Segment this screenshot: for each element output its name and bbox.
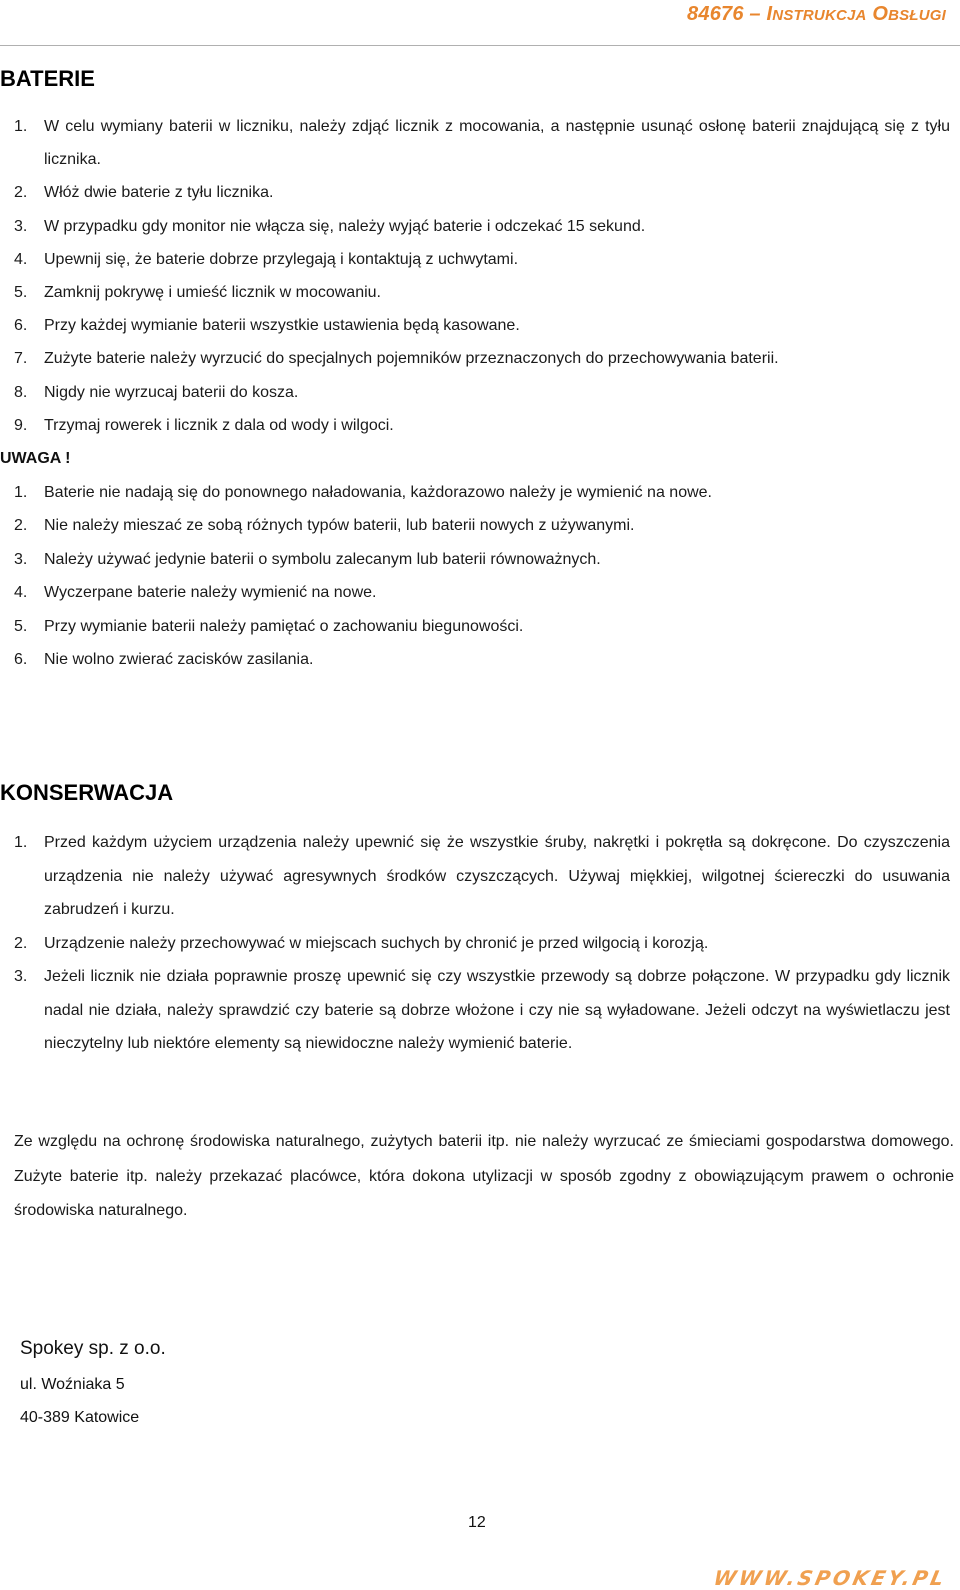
header-word2-rest: BSŁUGI [888,7,946,24]
uwaga-item [0,576,950,609]
baterie-list [0,110,950,442]
konserwacja-item [0,960,950,1061]
list-item-number: 9. [14,416,28,434]
list-item-text: Należy używać jedynie baterii o symbolu zalecanym lub baterii równoważnych. [44,550,601,568]
uwaga-list [0,476,950,676]
list-item-text: Upewnij się, że baterie dobrze przylegają i kontaktują z uchwytami. [44,250,519,268]
list-item-number: 6. [14,651,28,669]
environment-note: Ze względu na ochronę środowiska naturalnego, zużytych baterii itp. nie należy wyrzucać ze śmieciami gospodarstwa domowego. Zużyte baterie itp. należy przekazać placówce, która dokona utylizacji w sposób zgodny z obowiązującym prawem o ochronie środowiska naturalnego. [14,1133,954,1219]
list-item-number: 7. [14,350,28,368]
list-item-number: 3. [14,550,28,568]
page-number: 12 [468,1514,486,1531]
document-header [687,3,946,26]
list-item-text: Trzymaj rowerek i licznik z dala od wody i wilgoci. [44,416,394,434]
list-item-text: Przy wymianie baterii należy pamiętać o zachowaniu biegunowości. [44,617,524,635]
konserwacja-item [0,927,950,961]
header-rule [0,45,960,46]
header-word1-initial: I [766,3,773,25]
address-city: 40-389 Katowice [20,1409,140,1426]
list-item-number: 4. [14,584,28,602]
list-item-number: 3. [14,968,28,985]
header-word2-initial: O [872,3,889,25]
address-company: Spokey sp. z o.o. [20,1338,166,1359]
baterie-item [0,309,950,342]
baterie-item [0,409,950,442]
list-item-text: Jeżeli licznik nie działa poprawnie proszę upewnić się czy wszystkie przewody są dobrze połączone. W przypadku gdy licznik nadal nie działa, należy sprawdzić czy baterie są dobrze włożone i czy nie są wyładowane. Jeżeli odczyt na wyświetlaczu jest nieczytelny lub niektóre elementy są niewidoczne należy wymienić baterie. [44,968,950,1052]
uwaga-item [0,476,950,509]
list-item-text: Zamknij pokrywę i umieść licznik w mocowaniu. [44,284,381,302]
baterie-item [0,376,950,409]
list-item-number: 6. [14,317,28,335]
header-number: 84676 [687,3,744,25]
list-item-number: 1. [14,484,28,501]
uwaga-heading: UWAGA ! [0,450,71,467]
list-item-number: 2. [14,934,28,952]
list-item-text: W przypadku gdy monitor nie włącza się, należy wyjąć baterie i odczekać 15 sekund. [44,217,646,235]
baterie-heading: BATERIE [0,66,95,91]
list-item-text: Urządzenie należy przechowywać w miejscach suchych by chronić je przed wilgocią i korozją. [44,934,709,952]
list-item-text: Nie należy mieszać ze sobą różnych typów baterii, lub baterii nowych z używanymi. [44,517,635,535]
konserwacja-item [0,826,950,927]
footer-logo: WWW.SPOKEY.PL [711,1566,949,1590]
list-item-text: Zużyte baterie należy wyrzucić do specjalnych pojemników przeznaczonych do przechowywania baterii. [44,350,779,368]
list-item-text: Wyczerpane baterie należy wymienić na nowe. [44,584,377,602]
list-item-number: 1. [14,118,28,135]
list-item-text: Włóż dwie baterie z tyłu licznika. [44,184,274,202]
uwaga-item [0,643,950,676]
list-item-number: 8. [14,383,28,401]
list-item-text: W celu wymiany baterii w liczniku, należy zdjąć licznik z mocowania, a następnie usunąć osłonę baterii znajdującą się z tyłu licznika. [44,118,950,169]
list-item-number: 1. [14,834,28,851]
baterie-item [0,276,950,309]
address-street: ul. Woźniaka 5 [20,1376,125,1393]
header-word1-rest: NSTRUKCJA [772,7,867,24]
uwaga-item [0,610,950,643]
baterie-item [0,110,950,176]
list-item-text: Nigdy nie wyrzucaj baterii do kosza. [44,383,299,401]
list-item-number: 5. [14,284,28,302]
list-item-text: Przy każdej wymianie baterii wszystkie ustawienia będą kasowane. [44,317,520,335]
list-item-text: Przed każdym użyciem urządzenia należy upewnić się że wszystkie śruby, nakrętki i pokrętła są dokręcone. Do czyszczenia urządzenia nie należy używać agresywnych środków czyszczących. Używaj miękkiej, wilgotnej ściereczki do usuwania zabrudzeń i kurzu. [44,834,950,918]
list-item-number: 4. [14,250,28,268]
list-item-number: 2. [14,517,28,535]
list-item-text: Baterie nie nadają się do ponownego naładowania, każdorazowo należy je wymienić na nowe. [44,484,712,501]
list-item-number: 2. [14,184,28,202]
baterie-item [0,342,950,375]
baterie-item [0,210,950,243]
uwaga-item [0,509,950,542]
konserwacja-heading: KONSERWACJA [0,780,174,805]
konserwacja-list [0,826,950,1061]
uwaga-item [0,543,950,576]
list-item-text: Nie wolno zwierać zacisków zasilania. [44,651,314,669]
list-item-number: 3. [14,217,28,235]
list-item-number: 5. [14,617,28,635]
baterie-item [0,243,950,276]
header-dash: – [743,3,767,25]
baterie-item [0,176,950,209]
